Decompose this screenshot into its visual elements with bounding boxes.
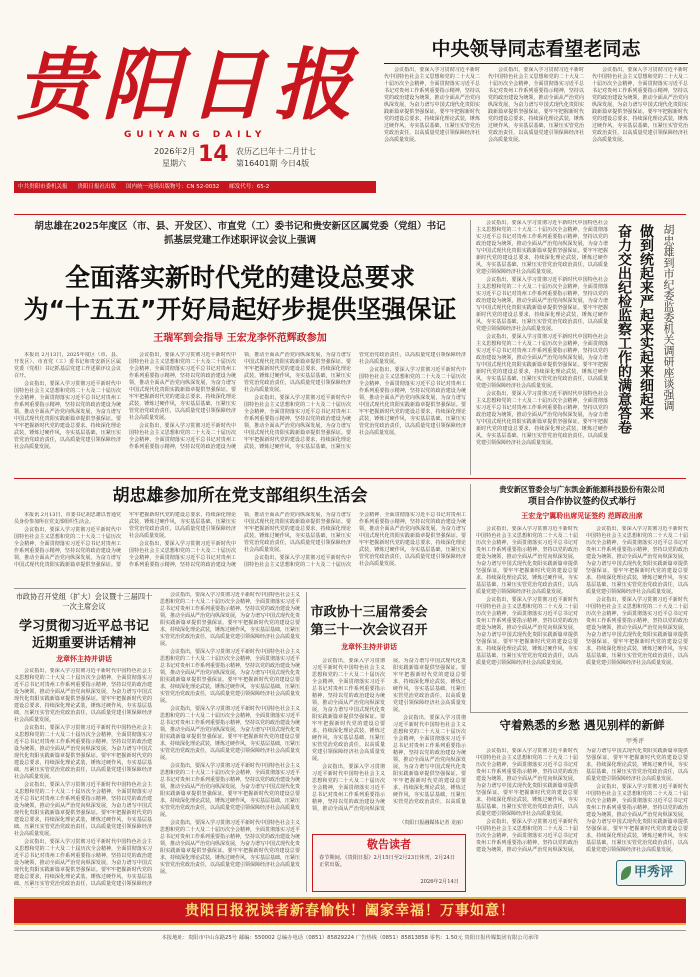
- study-headline-2: 近期重要讲话精神: [31, 636, 136, 651]
- enterprise-story: [476, 484, 688, 712]
- body-paragraph: 会议指出，要深入学习贯彻习近平新时代中国特色社会主义思想和党的二十大及二十届历次全会精神，全面贯彻落实习近平总书记对贵州工作系列重要指示精神，坚持以党的政治建设为统领，推动全面从严治党向纵深发展，为奋力谱写中国式现代化贵阳实践新篇章提供坚强保证。要牢牢把握新时代党的建设总要求，持续深化理论武装，锤炼过硬作风，夯实基层基础，压紧压实管党治党政治责任，以高质量党建引领保障经济社会高质量发展。: [129, 352, 351, 450]
- body-paragraph: 会议指出，要深入学习贯彻习近平新时代中国特色社会主义思想和党的二十大及二十届历次全会精神，全面贯彻落实习近平总书记对贵州工作系列重要指示精神，坚持以党的政治建设为统领，推动全面从严治党向纵深发展，为奋力谱写中国式现代化贵阳实践新篇章提供坚强保证。要牢牢把握新时代党的建设总要求，持续深化理论武装，锤炼过硬作风，夯实基层基础，压紧压实管党治党政治责任，以高质量党建引领保障经济社会高质量发展。: [160, 763, 300, 818]
- body-paragraph: 会议指出，要深入学习贯彻习近平新时代中国特色社会主义思想和党的二十大及二十届历次全会精神，全面贯彻落实习近平总书记对贵州工作系列重要指示精神，坚持以党的政治建设为统领，推动全面从严治党向纵深发展，为奋力谱写中国式现代化贵阳实践新篇章提供坚强保证。要牢牢把握新时代党的建设总要求，持续深化理论武装，锤炼过硬作风，夯实基层基础，压紧压实管党治党政治责任，以高质量党建引领保障经济社会高质量发展。: [14, 668, 152, 723]
- body-paragraph: 会议指出，要深入学习贯彻习近平新时代中国特色社会主义思想和党的二十大及二十届历次全会精神，全面贯彻落实习近平总书记对贵州工作系列重要指示精神，坚持以党的政治建设为统领，推动全面从严治党向纵深发展，为奋力谱写中国式现代化贵阳实践新篇章提供坚强保证。要牢牢把握新时代党的建设总要求，持续深化理论武装，锤炼过硬作风，夯实基层基础，压紧压实管党治党政治责任，以高质量党建引领保障经济社会高质量发展。: [476, 220, 608, 275]
- cppcc-body: [312, 658, 466, 818]
- info-bar-item: 国内统一连续出版物号：CN 52-0032: [126, 184, 220, 190]
- footer: 本报地址：贵阳市中山东路25号 邮编：550002 总编办电话（0851）85829224 广告热线（0851）85813858 零售：1.50元 贵阳日报传媒集团有限公司承印: [161, 935, 539, 941]
- body-paragraph: 会议指出，要深入学习贯彻习近平新时代中国特色社会主义思想和党的二十大及二十届历次全会精神，全面贯彻落实习近平总书记对贵州工作系列重要指示精神，坚持以党的政治建设为统领，推动全面从严治党向纵深发展，为奋力谱写中国式现代化贵阳实践新篇章提供坚强保证。要牢牢把握新时代党的建设总要求，持续深化理论武装，锤炼过硬作风，夯实基层基础，压紧压实管党治党政治责任，以高质量党建引领保障经济社会高质量发展。: [312, 658, 385, 762]
- masthead: [14, 40, 376, 168]
- body-paragraph: 会议指出，要深入学习贯彻习近平新时代中国特色社会主义思想和党的二十大及二十届历次全会精神，全面贯彻落实习近平总书记对贵州工作系列重要指示精神，坚持以党的政治建设为统领，推动全面从严治党向纵深发展，为奋力谱写中国式现代化贵阳实践新篇章提供坚强保证。要牢牢把握新时代党的建设总要求，持续深化理论武装，锤炼过硬作风，夯实基层基础，压紧压实管党治党政治责任，以高质量党建引领保障经济社会高质量发展。: [359, 367, 466, 436]
- middle-story: [14, 484, 466, 584]
- body-paragraph: 会议指出，要深入学习贯彻习近平新时代中国特色社会主义思想和党的二十大及二十届历次全会精神，全面贯彻落实习近平总书记对贵州工作系列重要指示精神，坚持以党的政治建设为统领，推动全面从严治党向纵深发展，为奋力谱写中国式现代化贵阳实践新篇章提供坚强保证。要牢牢把握新时代党的建设总要求，持续深化理论武装，锤炼过硬作风，夯实基层基础，压紧压实管党治党政治责任，以高质量党建引领保障经济社会高质量发展。: [14, 725, 152, 780]
- body-paragraph: 会议指出，要深入学习贯彻习近平新时代中国特色社会主义思想和党的二十大及二十届历次全会精神，全面贯彻落实习近平总书记对贵州工作系列重要指示精神，坚持以党的政治建设为统领，推动全面从严治党向纵深发展，为奋力谱写中国式现代化贵阳实践新篇章提供坚强保证。要牢牢把握新时代党的建设总要求，持续深化理论武装，锤炼过硬作风，夯实基层基础，压紧压实管党治党政治责任，以高质量党建引领保障经济社会高质量发展。: [476, 748, 578, 817]
- weekday: 星期六: [162, 159, 186, 168]
- right-vertical-headline-1: 做到统起来严起来实起来细起来: [638, 224, 654, 420]
- enterprise-headline-1: 贵安新区管委会与广东凯金新能源科技股份有限公司: [499, 485, 665, 494]
- study-body-left: [14, 668, 152, 888]
- lead-headline-2: 为“十五五”开好局起好步提供坚强保证: [23, 295, 457, 324]
- body-paragraph: 会议指出，要深入学习贯彻习近平新时代中国特色社会主义思想和党的二十大及二十届历次全会精神，全面贯彻落实习近平总书记对贵州工作系列重要指示精神，坚持以党的政治建设为统领，推动全面从严治党向纵深发展，为奋力谱写中国式现代化贵阳实践新篇章提供坚强保证。要牢牢把握新时代党的建设总要求，持续深化理论武装，锤炼过硬作风，夯实基层基础，压紧压实管党治党政治责任，以高质量党建引领保障经济社会高质量发展。: [476, 334, 608, 389]
- notice-text: 春节期间，《贵阳日报》2月15日至2月23日休刊，2月24日正常出版。: [319, 855, 456, 868]
- top-right-headline: 中央领导同志看望老同志: [431, 38, 641, 60]
- body-paragraph: 本报讯 2月13日，2025年度区（市、县、开发区）、市直党（工）委书记和贵安新区区属党委（党组）书记抓基层党建工作述职评议会议召开。: [14, 352, 121, 379]
- enterprise-headline-2: 项目合作协议签约仪式举行: [527, 497, 636, 507]
- top-right-story: [384, 36, 688, 212]
- study-byline: 龙章怀主持并讲话: [56, 654, 112, 663]
- issue-number: 第16401期 今日4版: [236, 159, 310, 168]
- body-paragraph: 会议指出，要深入学习贯彻习近平新时代中国特色社会主义思想和党的二十大及二十届历次全会精神，全面贯彻落实习近平总书记对贵州工作系列重要指示精神，坚持以党的政治建设为统领，推动全面从严治党向纵深发展，为奋力谱写中国式现代化贵阳实践新篇章提供坚强保证。要牢牢把握新时代党的建设总要求，持续深化理论武装，锤炼过硬作风，夯实基层基础，压紧压实管党治党政治责任，以高质量党建引领保障经济社会高质量发展。: [244, 352, 466, 450]
- body-paragraph: 会议指出，要深入学习贯彻习近平新时代中国特色社会主义思想和党的二十大及二十届历次全会精神，全面贯彻落实习近平总书记对贵州工作系列重要指示精神，坚持以党的政治建设为统领，推动全面从严治党向纵深发展，为奋力谱写中国式现代化贵阳实践新篇章提供坚强保证。要牢牢把握新时代党的建设总要求，持续深化理论武装，锤炼过硬作风，夯实基层基础，压紧压实管党治党政治责任，以高质量党建引领保障经济: [14, 839, 152, 887]
- day-number: 14: [198, 142, 229, 167]
- body-paragraph: 会议指出，要深入学习贯彻习近平新时代中国特色社会主义思想和党的二十大及二十届历次全会精神，全面贯彻落实习近平总书记对贵州工作系列重要指示精神，坚持以党的政治建设为统领，推动全面从严治党向纵深发展，为奋力谱写中国式现代化贵阳实践新篇章提供坚强保证。要牢牢把握新时代党的建设总要求，持续深化理论武装，锤炼过硬作风，夯实基层基础，压紧压实管党治党政治责任，以高质量党建引领保障经济社会高质量发展。: [476, 526, 578, 595]
- lead-subhead: 胡忠雄在2025年度区（市、县、开发区）、市直党（工）委书记和贵安新区区属党委（党组）书记抓基层党建工作述职评议会议上强调: [34, 221, 446, 246]
- body-paragraph: 会议指出，要深入学习贯彻习近平新时代中国特色社会主义思想和党的二十大及二十届历次全会精神，全面贯彻落实习近平总书记对贵州工作系列重要指示精神，坚持以党的政治建设为统领，推动全面从严治党向纵深发展，为奋力谱写中国式现代化贵阳实践新篇章提供坚强保证。要牢牢把握新时代党的建设总要求，持续深化理论武装，锤炼过硬作风，夯实基层基础，压紧压实管党治党政治责任，以高质量党建引领保障经济社会高质量发展。: [14, 512, 236, 568]
- body-paragraph: 会议指出，要深入学习贯彻习近平新时代中国特色社会主义思想和党的二十大及二十届历次全会精神，全面贯彻落实习近平总书记对贵州工作系列重要指示精神，坚持以党的政治建设为统领，推动全面从严治党向纵深发展，为奋力谱写中国式现代化贵阳实践新篇章提供坚强保证。要牢牢把握新时代党的建设总要求，持续深化理论武装，锤炼过硬作风，夯实基层基础，压紧压实管党治党政治责任，以高质量党建引领保障经济社会高质量发展。: [160, 706, 300, 761]
- body-paragraph: 会议指出，要深入学习贯彻习近平新时代中国特色社会主义思想和党的二十大及二十届历次全会精神，全面贯彻落实习近平总书记对贵州工作系列重要指示精神，坚持以党的政治建设为统领，推动全面从严治党向纵深发展，为奋力谱写中国式现代化贵阳实践新篇章提供坚强保证。要牢牢把握新时代党的建设总要求，持续深化理论武装，锤炼过硬作风，夯实基层基础，压紧压实管党治党政治责任，以高质量党建引领保障经济社会高质量发展。: [14, 782, 152, 837]
- right-vertical-subhead: 胡忠雄到市纪委监委机关调研座谈强调: [662, 224, 675, 411]
- body-paragraph: 会议指出，要深入学习贯彻习近平新时代中国特色社会主义思想和党的二十大及二十届历次全会精神，全面贯彻落实习近平总书记对贵州工作系列重要指示精神，坚持以党的政治建设为统领，推动全面从严治党向纵深发展，为奋力谱写中国式现代化贵阳实践新篇章提供坚强保证。要牢牢把握新时代党的建设总要求，持续深化理论武装，锤炼过硬作风，夯实基层基础，压紧压实管党治党政治责任，以高质量党建引领保障经济社会高质量发展。: [160, 592, 300, 647]
- info-bar: [14, 181, 376, 193]
- notice-title: 敬告读者: [367, 838, 411, 851]
- body-paragraph: 会议指出，要深入学习贯彻习近平新时代中国特色社会主义思想和党的二十大及二十届历次全会精神，全面贯彻落实习近平总书记对贵州工作系列重要指示精神，坚持以党的政治建设为统领，推动全面从严治党向纵深发展，为奋力谱写中国式现代化贵阳实践新篇章提供坚强保证。要牢牢把握新时代党的建设总要求，持续深化理论武装，锤炼过硬作风，夯实基层基础，压紧压实管党治党政治责任，以高质量党建引领保障经济社会高质量发展。: [586, 784, 688, 853]
- body-paragraph: 会议指出，要深入学习贯彻习近平新时代中国特色社会主义思想和党的二十大及二十届历次全会精神，全面贯彻落实习近平总书记对贵州工作系列重要指示精神，坚持以党的政治建设为统领，推动全面从严治党向纵深发展，为奋力谱写中国式现代化贵阳实践新篇章提供坚强保证。要牢牢把握新时代党的建设总要求，持续深化理论武装，锤炼过硬作风，夯实基层基础，压紧压实管党治党政治责任，以高质量党建引领保障经济社会高质量发展。: [476, 391, 608, 446]
- body-paragraph: 会议指出，要深入学习贯彻习近平新时代中国特色社会主义思想和党的二十大及二十届历次全会精神，全面贯彻落实习近平总书记对贵州工作系列重要指示精神，坚持以党的政治建设为统领，推动全面从严治党向纵深发展，为奋力谱写中国式现代化贵阳实践新篇章提供坚强保证。要牢牢把握新时代党的建设总要求，持续深化理论武装，锤炼过硬作风，夯实基层基础，压紧压实管党治党政治责任，以高质量党建引领保障经济社会高质量发展。: [129, 512, 351, 568]
- cppcc-headline-1: 市政协十三届常委会: [310, 605, 428, 620]
- body-paragraph: 会议指出，要深入学习贯彻习近平新时代中国特色社会主义思想和党的二十大及二十届历次全会精神，全面贯彻落实习近平总书记对贵州工作系列重要指示精神，坚持以党的政治建设为统领，推动全面从严治党向纵深发展，为奋力谱写中国式现代化贵阳实践新篇章提供坚强保证。要牢牢把握新时代党的建设总要求，持续深化理论武装，锤炼过硬作风，夯实基层基础，压紧压实管党治党政治责任，以高质量党建引领保障经济社会高质量发展。: [384, 67, 480, 143]
- notice-box: [312, 834, 466, 892]
- info-bar-item: 贵阳日报社出版: [77, 184, 117, 190]
- body-paragraph: 会议指出，要深入学习贯彻习近平新时代中国特色社会主义思想和党的二十大及二十届历次全会精神，全面贯彻落实习近平总书记对贵州工作系列重要指示精神，坚持以党的政治建设为统领，推动全面从严治党向纵深发展，为奋力谱写中国式现代化贵阳实践新篇章提供坚强保证。要牢牢把握新时代党的建设总要求，持续深化理论武装，锤炼过硬作风，夯实基层基础，压紧压实管党治党政治责任，以高质量党建引领保障经济社会高质量发展。: [586, 597, 688, 666]
- masthead-pinyin: GUIYANG DAILY: [124, 130, 267, 140]
- lunar-date: 农历乙巳年十二月廿七: [236, 147, 316, 156]
- body-paragraph: 会议指出，要深入学习贯彻习近平新时代中国特色社会主义思想和党的二十大及二十届历次全会精神，全面贯彻落实习近平总书记对贵州工作系列重要指示精神，坚持以党的政治建设为统领，推动全面从严治党向纵深发展，为奋力谱写中国式现代化贵阳实践新篇章提供坚强保证。要牢牢把握新时代党的建设总要求，持续深化理论武装，锤炼过硬作风，夯实基层基础，压紧压实管党治党政治责任，以高质量党建引领保障经济社会高质量发展。: [476, 277, 608, 332]
- date-line: 2026年2月: [154, 147, 196, 156]
- body-paragraph: 本报讯 2月13日，市委书记胡忠雄以普通党员身份参加所在党支部组织生活会。: [14, 512, 121, 525]
- cppcc-headline-2: 第三十一次会议召开: [310, 623, 428, 638]
- masthead-title: 贵阳日报: [16, 40, 361, 131]
- study-body-right: [160, 592, 300, 888]
- notice-date: 2026年2月14日: [420, 879, 459, 885]
- middle-headline: 胡忠雄参加所在党支部组织生活会: [112, 486, 368, 506]
- body-paragraph: 会议指出，要深入学习贯彻习近平新时代中国特色社会主义思想和党的二十大及二十届历次全会精神，全面贯彻落实习近平总书记对贵州工作系列重要指示精神，坚持以党的政治建设为统领，推动全面从严治党向纵深发展，为奋力谱写中国式现代化贵阳实践新篇章提供坚强保证。要牢牢把握新时代党的建设总要求，持续深化理论武装，锤炼过硬作风，夯实基层基础，压紧压实管党治党政治责任，以高质量: [393, 715, 466, 805]
- body-paragraph: 会议指出，要深入学习贯彻习近平新时代中国特色社会主义思想和党的二十大及二十届历次全会精神，全面贯彻落实习近平总书记对贵州工作系列重要指示精神，坚持以党的政治建设为统领，推动全面从严治党向纵深发展，为奋力谱写中国式现代化贵阳实践新篇章提供坚强保证。要牢牢把握新时代党的建设总要求，持续深化理论武装，锤炼过硬作风，夯实基层基础，压紧压实管党治党政治责任，以高质量党建引领保障经济社会高质量发展。: [160, 820, 300, 875]
- commentary-column-name: 甲秀评: [634, 865, 674, 880]
- right-column-body: [476, 220, 608, 472]
- body-paragraph: 会议指出，要深入学习贯彻习近平新时代中国特色社会主义思想和党的二十大及二十届历次全会精神，全面贯彻落实习近平总书记对贵州工作系列重要指示精神，坚持以党的政治建设为统领，推动全面从严治党向纵深发展，为奋力谱写中国式现代化贵阳实践新篇章提供坚强保证。要牢牢把握新时代党的建设总要求，持续深化理论武装，锤炼过硬作风，夯实基层基础，压紧压实管党治党政治责任，以高质量党建引领保障经济社会高质量发展。: [476, 748, 688, 853]
- right-column-story: [476, 220, 688, 475]
- greeting-banner-text: 贵阳日报祝读者新春愉快！阖家幸福！万事如意！: [185, 903, 515, 919]
- lead-body: [14, 352, 466, 470]
- info-bar-item: 邮发代号：65-2: [229, 184, 270, 190]
- greeting-banner: [14, 897, 686, 925]
- lead-byline: 王瑞军到会指导 王宏龙李怀范辉政参加: [153, 333, 327, 344]
- study-story: [14, 592, 302, 892]
- leaf-icon: [621, 866, 631, 880]
- commentary-logo: [616, 860, 686, 886]
- body-paragraph: 会议指出，要深入学习贯彻习近平新时代中国特色社会主义思想和党的二十大及二十届历次全会精神，全面贯彻落实习近平总书记对贵州工作系列重要指示精神，坚持以党的政治建设为统领，推动全面从严治党向纵深发展，为奋力谱写中国式现代化贵阳实践新篇章提供坚强保证。要牢牢把握新时代党的建设总要求，持续深化理论武装，锤炼过硬作风，夯实基层基础，压紧压实管党治党政治责任，以高质量党建引领保障经济社会高质量发展。: [312, 658, 466, 812]
- commentary-body: [476, 748, 688, 858]
- study-kicker: 市政协召开党组（扩大）会议暨十三届四十一次主席会议: [15, 592, 153, 611]
- body-paragraph: 会议指出，要深入学习贯彻习近平新时代中国特色社会主义思想和党的二十大及二十届历次全会精神，全面贯彻落实习近平总书记对贵州工作系列重要指示精神，坚持以党的政治建设为统领，推动全面从严治党向纵深发展，为奋力谱写中国式现代化贵阳实践新篇章提供坚强保证。要牢牢把握新时代党的建设总要求，持续深化理论武装，锤炼过硬作风，夯实基层基础，压紧压实管党治党政治责任，以高质量党建引领保障经济社会高质量发展。: [129, 352, 236, 421]
- top-right-body: [384, 67, 688, 207]
- commentary-headline: 守着熟悉的乡愁 遇见别样的新鲜: [499, 718, 665, 732]
- commentary-author: 甲秀评: [626, 738, 645, 745]
- lead-story: [14, 220, 466, 475]
- body-paragraph: 会议指出，要深入学习贯彻习近平新时代中国特色社会主义思想和党的二十大及二十届历次全会精神，全面贯彻落实习近平总书记对贵州工作系列重要指示精神，坚持以党的政治建设为统领，推动全面从严治党向纵深发展，为奋力谱写中国式现代化贵阳实践新篇章提供坚强保证。要牢牢把握新时代党的建设总要求，持续深化理论武装，锤炼过硬作风，夯实基层基础，压紧压实管党治党政治责任，以高质量党建引领保障经济社会高质量发展。: [160, 649, 300, 704]
- info-bar-item: 中共贵阳市委机关报: [18, 184, 68, 190]
- enterprise-body: [476, 526, 688, 706]
- cppcc-byline: 龙章怀主持并讲话: [341, 642, 397, 651]
- commentary: [476, 716, 688, 892]
- enterprise-byline: 王宏龙宁翼聆出席见证签约 范晖政出席: [521, 511, 643, 520]
- study-headline-1: 学习贯彻习近平总书记: [18, 619, 149, 634]
- body-paragraph: 会议指出，要深入学习贯彻习近平新时代中国特色社会主义思想和党的二十大及二十届历次全会精神，全面贯彻落实习近平总书记对贵州工作系列重要指示精神，坚持以党的政治建设为统领，推动全面从严治党向纵深发展，为奋力谱写中国式现代化贵阳实践新篇章提供坚强保证。要牢牢把握新时代党的建设总要求，持续深化理论武装，锤炼过硬作风，夯实基层基础，压紧压实管党治党政治责任，以高质量党建引领保障经济社会高质量发展。: [488, 67, 584, 143]
- lead-headline-1: 全面落实新时代党的建设总要求: [64, 263, 415, 292]
- middle-body: [14, 512, 466, 582]
- body-paragraph: 会议指出，要深入学习贯彻习近平新时代中国特色社会主义思想和党的二十大及二十届历次全会精神，全面贯彻落实习近平总书记对贵州工作系列重要指示精神，坚持以党的政治建设为统领，推动全面从严治党向纵深发展，为奋力谱写中国式现代化贵阳实践新篇章提供坚强保证。要牢牢把握新时代党的建设总要求，持续深化理论武装，锤炼过硬作风，夯实基层基础，压紧压实管党治党政治责任，以高质量党建引领保障经济社会高质量发展。: [592, 67, 688, 143]
- cppcc-credit: （贵阳日报融媒体记者 龙丽）: [399, 820, 466, 826]
- body-paragraph: 会议指出，要深入学习贯彻习近平新时代中国特色社会主义思想和党的二十大及二十届历次全会精神，全面贯彻落实习近平总书记对贵州工作系列重要指示精神，坚持以党的政治建设为统领，推动全面从严治党向纵深发展，为奋力谱写中国式现代化贵阳实践新篇章提供坚强保证。要牢牢把握新时代党的建设总要求，持续深化理论武装，锤炼过硬作风，夯实基层基础，压紧压实管党治党政治责任，以高质量党建引领保障经济社会高质量发展。: [586, 526, 688, 595]
- right-vertical-headline-2: 奋力交出纪检监察工作的满意答卷: [616, 224, 632, 434]
- body-paragraph: 会议指出，要深入学习贯彻习近平新时代中国特色社会主义思想和党的二十大及二十届历次全会精神，全面贯彻落实习近平总书记对贵州工作系列重要指示精神，坚持以党的政治建设为统领，推动全面从严治党向纵深发展，为奋力谱写中国式现代化贵阳实践新篇章提供坚强保证。要牢牢把握新时代党的建设总要求，持续深化理论武装，锤炼过硬作风，夯实基层基础，压紧压实管党治党政治责任，以高质量党建引领保障经济社会高质量发展。: [14, 381, 121, 450]
- body-paragraph: 会议指出，要深入学习贯彻习近平新时代中国特色社会主义思想和党的二十大及二十届历次全会精神，全面贯彻落实习近平总书记对贵州工作系列重要指示精神，坚持以党的政治建设为统领，推动全面从严治党向纵深发展，为奋力谱写中国式现代化贵阳实践新篇章提供坚强保证。要牢牢把握新时代党的建设总要求，持续深化理论武装，锤炼过硬作风，夯实基层基础，压紧压实管党治党政治责任，以高质量党建引领保障经济社会高质量发展。: [476, 597, 578, 666]
- body-paragraph: 会议指出，要深入学习贯彻习近平新时代中国特色社会主义思想和党的二十大及二十届历次全会精神，全面贯彻落实习近平总书记对贵州工作系列重要指示精神，坚持以党的政治建设为统领，推动全面从严治党向纵深发展，为奋力谱写中国式现代化贵阳实践新篇章提供坚强保证。要牢牢把握新时代党的建设总要求，持续深化理论武装，锤炼过硬作风，夯实基层基础，压紧压实管党治党政治责任，以高质量党建引领保障经济社会高质量发展。: [244, 512, 466, 568]
